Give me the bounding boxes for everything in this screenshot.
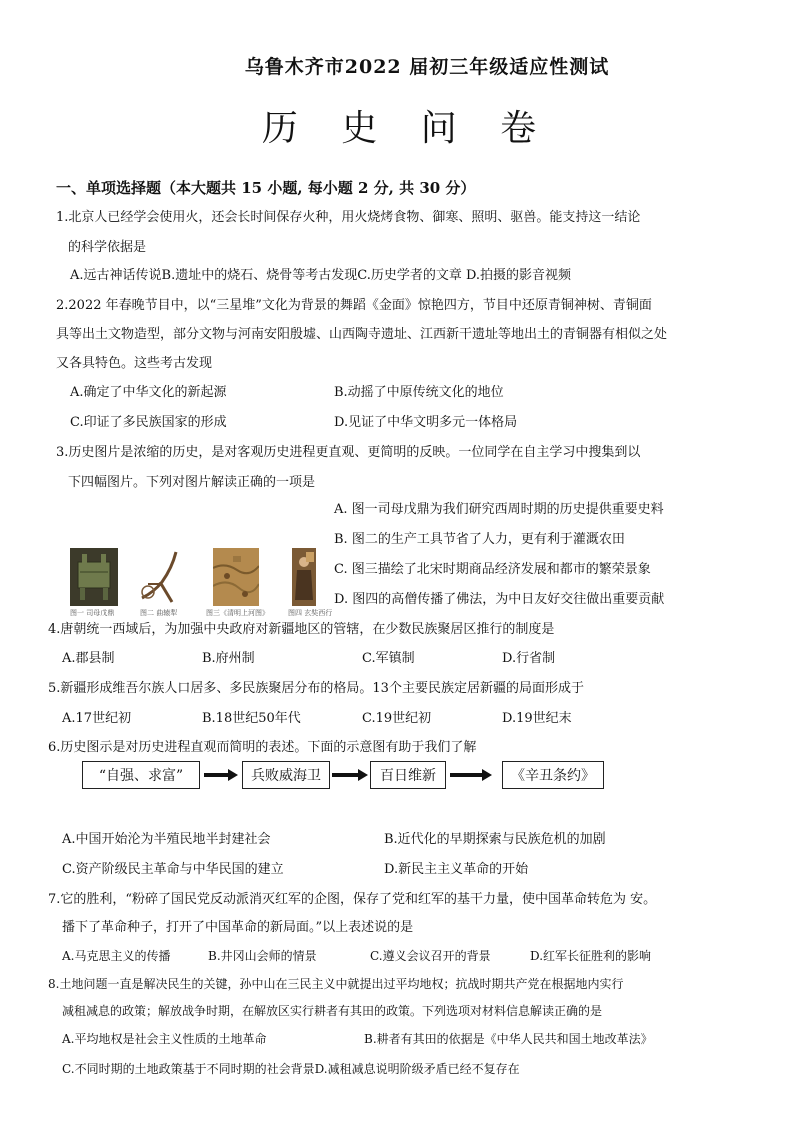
q5-stem: 5.新疆形成维吾尔族人口居多、多民族聚居分布的格局。13个主要民族定居新疆的局面形成于 — [48, 681, 584, 696]
q3-option-a: A. 图一司母戊鼎为我们研究西周时期的历史提供重要史料 — [334, 502, 664, 517]
q6-option-a: A.中国开始沦为半殖民地半封建社会 — [62, 832, 271, 847]
painting-figure — [213, 548, 259, 606]
q2-option-d: D.见证了中华文明多元一体格局 — [334, 415, 518, 430]
flow-step-3: 百日维新 — [370, 761, 446, 789]
figure-3-caption: 图三《清明上河图》 — [206, 609, 269, 617]
q2-stem-line2: 具等出土文物造型，部分文物与河南安阳殷墟、山西陶寺遗址、江西新干遗址等地出土的青铜器有相似之处 — [56, 327, 668, 342]
q6-option-d: D.新民主主义革命的开始 — [384, 862, 529, 877]
q5-option-c: C.19世纪初 — [362, 711, 432, 726]
q3-option-d: D. 图四的高僧传播了佛法，为中日友好交往做出重要贡献 — [334, 592, 665, 607]
q3-figures — [70, 548, 340, 618]
q1-options: A.远古神话传说B.遗址中的烧石、烧骨等考古发现C.历史学者的文章 D.拍摄的影音视频 — [70, 268, 572, 283]
q7-option-b: B.井冈山会师的情景 — [208, 949, 317, 963]
q7-stem-line2: 播下了革命种子，打开了中国革命的新局面。”以上表述说的是 — [62, 920, 414, 935]
q7-option-a: A.马克思主义的传播 — [62, 949, 171, 963]
q8-option-b: B.耕者有其田的依据是《中华人民共和国土地改革法》 — [364, 1032, 653, 1046]
q6-option-c: C.资产阶级民主革命与中华民国的建立 — [62, 862, 284, 877]
q2-option-c: C.印证了多民族国家的形成 — [70, 415, 227, 430]
plough-figure — [136, 548, 188, 606]
q4-option-a: A.郡县制 — [62, 651, 115, 666]
flow-step-4: 《辛丑条约》 — [502, 761, 604, 789]
q4-stem: 4.唐朝统一西域后，为加强中央政府对新疆地区的管辖，在少数民族聚居区推行的制度是 — [48, 622, 555, 637]
q8-stem-line2: 减租减息的政策；解放战争时期，在解放区实行耕者有其田的政策。下列选项对材料信息解读正确的是 — [62, 1004, 603, 1018]
q8-option-cd: C.不同时期的土地政策基于不同时期的社会背景D.减租减息说明阶级矛盾已经不复存在 — [62, 1062, 520, 1076]
q1-stem-line1: 1.北京人已经学会使用火，还会长时间保存火种，用火烧烤食物、御寒、照明、驱兽。能支持这一结论 — [56, 210, 641, 225]
q4-option-c: C.军镇制 — [362, 651, 415, 666]
q1-stem-line2: 的科学依据是 — [68, 240, 147, 255]
q4-option-d: D.行省制 — [502, 651, 556, 666]
q2-option-a: A.确定了中华文化的新起源 — [70, 385, 227, 400]
q7-stem-line1: 7.它的胜利，“粉碎了国民党反动派消灭红军的企图，保存了党和红军的基干力量，使中国革命转危为 安。 — [48, 892, 657, 907]
arrow-right-icon — [450, 769, 492, 781]
figure-1-caption: 图一 司母戊鼎 — [70, 609, 115, 617]
q6-option-b: B.近代化的早期探索与民族危机的加剧 — [384, 832, 606, 847]
figure-2-caption: 图二 曲辕犁 — [140, 609, 178, 617]
ding-figure — [70, 548, 118, 606]
q4-option-b: B.府州制 — [202, 651, 255, 666]
q6-stem: 6.历史图示是对历史进程直观而简明的表述。下面的示意图有助于我们了解 — [48, 740, 477, 755]
q3-option-c: C. 图三描绘了北宋时期商品经济发展和都市的繁荣景象 — [334, 562, 651, 577]
section-heading: 一、单项选择题（本大题共 15 小题, 每小题 2 分, 共 30 分） — [56, 179, 476, 197]
q3-stem-line2: 下四幅图片。下列对图片解读正确的一项是 — [68, 475, 316, 490]
q8-stem-line1: 8.土地问题一直是解决民生的关键，孙中山在三民主义中就提出过平均地权；抗战时期共产党在根据地内实行 — [48, 977, 624, 991]
arrow-right-icon — [332, 769, 368, 781]
q2-stem-line3: 又各具特色。这些考古发现 — [56, 356, 213, 371]
flow-step-2: 兵败威海卫 — [242, 761, 330, 789]
q5-option-d: D.19世纪末 — [502, 711, 572, 726]
arrow-right-icon — [204, 769, 238, 781]
flow-step-1: “自强、求富” — [82, 761, 200, 789]
exam-subtitle: 乌鲁木齐市2022 届初三年级适应性测试 — [244, 56, 610, 78]
q2-option-b: B.动摇了中原传统文化的地位 — [334, 385, 504, 400]
q5-option-a: A.17世纪初 — [62, 711, 132, 726]
q2-stem-line1: 2.2022 年春晚节目中，以“三星堆”文化为背景的舞蹈《金面》惊艳四方，节目中还原青铜神树、青铜面 — [56, 298, 652, 313]
figure-4-caption: 图四 玄奘西行 — [288, 609, 333, 617]
q7-option-c: C.遵义会议召开的背景 — [370, 949, 491, 963]
q8-option-a: A.平均地权是社会主义性质的土地革命 — [62, 1032, 267, 1046]
monk-figure — [292, 548, 316, 606]
q5-option-b: B.18世纪50年代 — [202, 711, 301, 726]
q3-stem-line1: 3.历史图片是浓缩的历史，是对客观历史进程更直观、更简明的反映。一位同学在自主学习中搜集到以 — [56, 445, 641, 460]
q7-option-d: D.红军长征胜利的影响 — [530, 949, 652, 963]
q6-flow-diagram — [82, 761, 612, 793]
q3-option-b: B. 图二的生产工具节省了人力，更有利于灌溉农田 — [334, 532, 625, 547]
exam-title: 历 史 问 卷 — [261, 108, 553, 149]
